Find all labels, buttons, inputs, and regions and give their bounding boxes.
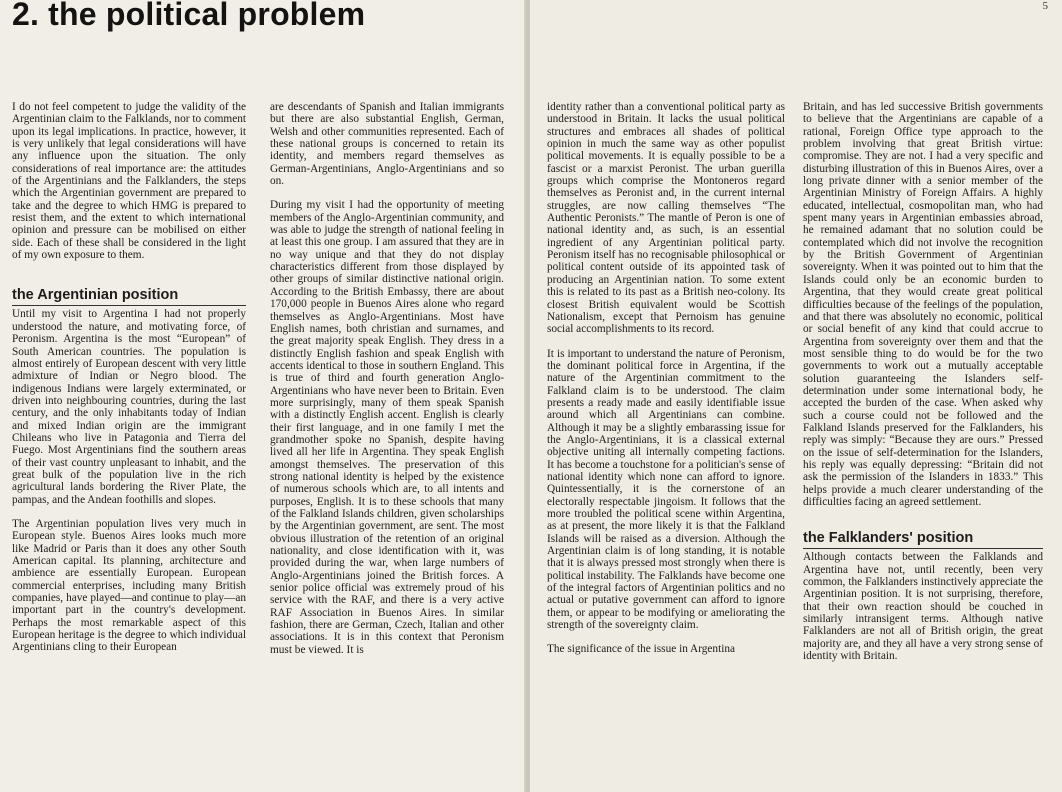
col2-paragraph-1: are descendants of Spanish and Italian immigrants but there are also substantial English, German, Welsh and other communities represented. Each of these national groups is concerned to retain its identity, and members regard themselves as German-Argentinians, Anglo-Argentinians and so on. bbox=[270, 101, 504, 188]
page-number: 5 bbox=[1042, 0, 1048, 12]
col4-paragraph-1: Britain, and has led successive British governments to believe that the Argentinians are capable of a rational, Foreign Office type approach to the problem involving that great British virtue: compromise. They are not. I had a very specific and disturbing illustration of this in Buenos Aires, over a long private dinner with a senior member of the Argentinian Ministry of Foreign Affairs. A highly educated, intellectual, cosmopolitan man, who had spent many years in Argentinian embassies abroad, he remained adamant that no solution could be contemplated which did not involve the recognition by the British Government of Argentinian sovereignty. When it was pointed out to him that the Islands could only be an economic burden to Argentina, that they would create great political difficulties because of the feelings of the population, and that there was absolutely no economic, political or social benefit of any kind that could accrue to Argentina from sovereignty over them and that the most sensible thing to do would be for the two governments to work out a mutually acceptable solution guaranteeing the Islanders self-determination under some international body, he accepted the burden of the case. When asked why such a course could not be followed and the Falkland Islands preserved for the Falklanders, his reply was simply: “Because they are ours.” Pressed on the issue of self-determination for the Islanders, his reply was equally depressing: “Britain did not ask the permission of the Islanders in 1833.” This helps provide a much clearer understanding of the difficulties facing an agreed settlement. bbox=[803, 101, 1043, 508]
column-1 bbox=[12, 101, 246, 792]
chapter-title: 2. the political problem bbox=[12, 0, 366, 32]
heading-falklanders-position: the Falklanders' position bbox=[803, 530, 1043, 549]
right-page bbox=[530, 0, 1062, 792]
col3-paragraph-1: identity rather than a conventional political party as understood in Britain. It lacks the usual political structures and embraces all shades of political opinion in much the same way as other populist political movements. It is equally possible to be a fascist or a marxist Peronist. The urban guerilla groups which comprise the Montoneros regard themselves as Peronist and, in the current internal struggles, are now calling themselves “The Authentic Peronists.” The mantle of Peron is one of national identity and, as such, is an essential ingredient of any Argentinian political party. Peronism itself has no recognisable philosophical or political content outside of its appointed task of producing an Argentinian nation. To some extent this is related to its past as a British neo-colony. Its closest British equivalent would be Scottish Nationalism, except that Pernoism has genuine social accomplishments to its record. bbox=[547, 101, 785, 336]
col4-paragraph-2: Although contacts between the Falklands and Argentina have not, until recently, been very common, the Falklanders instinctively appreciate the Argentinian position. It is not surprising, therefore, that their own reaction should be couched in similarly intransigent terms. Although native Falklanders are not all of British origin, the great majority are, and they all have a very strong sense of identity with Britain. bbox=[803, 551, 1043, 663]
col1-paragraph-1: I do not feel competent to judge the validity of the Argentinian claim to the Falklands, nor to comment upon its legal implications. In practice, however, it is very unlikely that legal considerations will have any influence upon the situation. The only considerations of real importance are: the attitudes of the Argentinians and the Falklanders, the steps which the Argentinian government are prepared to take and the degree to which HMG is prepared to resist them, and the extent to which international opinion and pressure can be mobilised on either side. Each of these shall be considered in the light of my own exposure to them. bbox=[12, 101, 246, 262]
col2-paragraph-2: During my visit I had the opportunity of meeting members of the Anglo-Argentinian community, and was able to judge the strength of national feeling in at least this one group. I am assured that they are in no way unique and that they do not display characteristics different from those displayed by other groups of similar distinctive national origin. According to the British Embassy, there are about 170,000 people in Buenos Aires alone who regard themselves as Anglo-Argentinians. Most have English names, both christian and surnames, and the great majority speak English. They dress in a distinctly English fashion and speak English with accents identical to those in southern England. This is true of third and fourth generation Anglo-Argentinians who have never been to Britain. Even more surprisingly, many of them speak Spanish with a distinctly English accent. English is clearly their first language, and in one family I met the grandmother spoke no Spanish, despite having lived all her life in Argentina. They speak English amongst themselves. The preservation of this strong national identity is helped by the existence of numerous schools which are, to all intents and purposes, English. It is to these schools that many of the Falkland Islands children, given scholarships by the Argentinian government, are sent. The most obvious illustration of the retention of an original nationality, and close identification with it, was provided during the war, when large numbers of Anglo-Argentinians joined the British forces. A senior police official was extremely proud of his service with the RAF, and there is a very active RAF Association in Buenos Aires. In similar fashion, there are German, Czech, Italian and other associations. It is in this context that Peronism must be viewed. It is bbox=[270, 199, 504, 656]
col3-paragraph-3: The significance of the issue in Argentina bbox=[547, 643, 736, 656]
column-2 bbox=[270, 101, 504, 792]
col3-paragraph-2: It is important to understand the nature of Peronism, the dominant political force in Argentina, if the nature of the Argentinian commitment to the Falkland claim is to be understood. The claim presents a ready made and easily identifiable issue around which all Argentinians can combine. Although it may be a slightly embarassing issue for the Anglo-Argentinians, it is a classical external objective uniting all internally competing factions. It has become a touchstone for a politician's sense of national identity which none can afford to ignore. Quintessentially, it is the cornerstone of an electorally respectable jingoism. It follows that the more troubled the political scene within Argentina, as at present, the more likely it is that the Falkland Islands will be raised as a diversion. Although the Argentinian claim is of long standing, it is notable that it is always pressed most strongly when there is political instability. The Falklands have become one of the integral factors of Argentinian politics and no actual or putative government can afford to ignore them, or appear to be modifying or ameliorating the strength of the sovereignty claim. bbox=[547, 347, 785, 632]
heading-argentinian-position: the Argentinian position bbox=[12, 287, 246, 306]
col1-paragraph-3: The Argentinian population lives very much in European style. Buenos Aires looks much more like Madrid or Paris than it does any other South American capital. Its planning, architecture and ambience are essentially European. European commercial enterprises, including many British companies, have played—and continue to play—an important part in the country's development. Perhaps the most remarkable aspect of this European heritage is the degree to which individual Argentinians cling to their European bbox=[12, 517, 246, 654]
left-page bbox=[0, 0, 526, 792]
column-3 bbox=[547, 101, 785, 792]
column-4 bbox=[803, 101, 1043, 792]
col1-paragraph-2: Until my visit to Argentina I had not properly understood the nature, and motivating force, of Peronism. Argentina is the most “European” of South American countries. The population is almost entirely of European descent with very little admixture of Indian or Negro blood. The indigenous Indians were largely exterminated, or driven into neighbouring countries, during the last century, and the only inhabitants today of Indian and mixed Indian origin are the immigrant Chileans who live in Patagonia and Tierra del Fuego. Most Argentinians find the southern areas of their vast country unpleasant to inhabit, and the great bulk of the population live in the rich agricultural lands bordering the River Plate, the pampas, and the Andean foothills and slopes. bbox=[12, 308, 246, 506]
